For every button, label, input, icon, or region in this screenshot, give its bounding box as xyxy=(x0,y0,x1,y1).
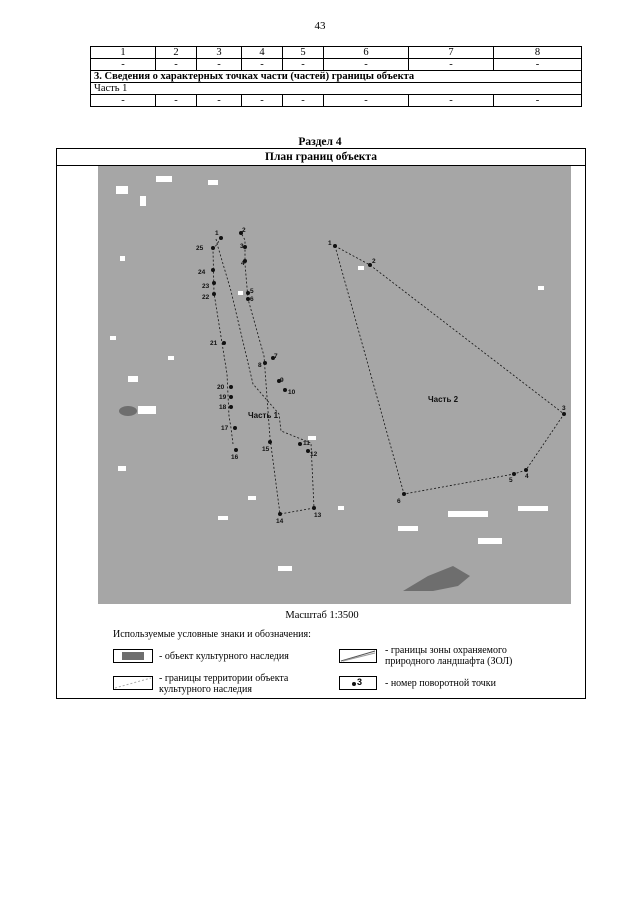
part1-label: Часть 1 xyxy=(248,411,279,420)
point-label: 1 xyxy=(215,230,219,237)
heritage-legend-icon xyxy=(113,649,153,663)
point-label: 24 xyxy=(198,269,206,276)
table-cell: - xyxy=(242,95,283,107)
heritage-object-shape xyxy=(119,406,137,416)
table-row xyxy=(91,71,582,83)
table-row xyxy=(91,83,582,95)
point-label: 22 xyxy=(202,294,210,301)
table-cell: 7 xyxy=(409,47,494,59)
attribute-table xyxy=(90,46,582,107)
page-number: 43 xyxy=(314,20,326,32)
point-label: 3 xyxy=(562,405,566,412)
table-part-label: Часть 1 xyxy=(91,83,582,95)
point-label: 3 xyxy=(240,243,244,250)
table-cell: - xyxy=(494,59,582,71)
point-label: 2 xyxy=(242,227,246,234)
point-label: 21 xyxy=(210,340,218,347)
table-cell: - xyxy=(242,59,283,71)
table-header-row xyxy=(91,47,582,59)
zol-boundary-legend-icon xyxy=(339,649,377,663)
point-label: 12 xyxy=(310,451,318,458)
table-cell: - xyxy=(494,95,582,107)
table-cell: 1 xyxy=(91,47,156,59)
point-label: 8 xyxy=(258,362,262,369)
point-label: 4 xyxy=(241,260,245,267)
legend-zol-label xyxy=(385,645,512,667)
legend-zol-line-1: - границы зоны охраняемого xyxy=(385,645,507,656)
table-cell: - xyxy=(91,95,156,107)
table-cell: 2 xyxy=(156,47,197,59)
territory-boundary-legend-icon xyxy=(113,676,153,690)
turning-point-sample: 3 xyxy=(357,677,363,687)
table-cell: - xyxy=(409,95,494,107)
turning-point-legend-icon xyxy=(339,676,377,690)
table-cell: - xyxy=(283,59,324,71)
legend-territory-line-2: культурного наследия xyxy=(159,684,252,695)
map-scale: Масштаб 1:3500 xyxy=(285,610,359,621)
table-cell: 6 xyxy=(324,47,409,59)
point-label: 1 xyxy=(328,240,332,247)
table-cell: - xyxy=(409,59,494,71)
plan-frame xyxy=(56,148,586,699)
table-cell: - xyxy=(156,95,197,107)
part2-label: Часть 2 xyxy=(428,395,459,404)
table-cell: - xyxy=(91,59,156,71)
point-label: 17 xyxy=(221,425,229,432)
legend-territory-line-1: - границы территории объекта xyxy=(159,673,289,684)
point-label: 10 xyxy=(288,389,296,396)
table-cell: - xyxy=(283,95,324,107)
table-row xyxy=(91,59,582,71)
point-label: 9 xyxy=(280,377,284,384)
table-cell: - xyxy=(324,59,409,71)
point-label: 5 xyxy=(250,288,254,295)
point-label: 2 xyxy=(372,258,376,265)
table-section-title: 3. Сведения о характерных точках части (частей) границы объекта xyxy=(91,71,582,83)
point-label: 19 xyxy=(219,394,227,401)
legend-territory-label xyxy=(159,673,288,695)
table-cell: - xyxy=(197,59,242,71)
table-cell: 3 xyxy=(197,47,242,59)
point-label: 23 xyxy=(202,283,210,290)
legend-zol-line-2: природного ландшафта (ЗОЛ) xyxy=(385,656,513,667)
point-label: 7 xyxy=(274,353,278,360)
table-cell: 4 xyxy=(242,47,283,59)
table-row xyxy=(91,95,582,107)
point-label: 13 xyxy=(314,512,322,519)
plan-title: План границ объекта xyxy=(57,149,585,166)
legend-heading: Используемые условные знаки и обозначения: xyxy=(113,629,311,640)
point-label: 14 xyxy=(276,518,284,525)
point-label: 6 xyxy=(397,498,401,505)
point-label: 6 xyxy=(250,296,254,303)
map-svg xyxy=(98,166,571,604)
legend-turning-point-label: - номер поворотной точки xyxy=(385,678,496,689)
point-label: 4 xyxy=(525,473,529,480)
boundary-map xyxy=(98,166,571,604)
table-cell: - xyxy=(156,59,197,71)
point-label: 20 xyxy=(217,384,225,391)
table-cell: 8 xyxy=(494,47,582,59)
point-label: 11 xyxy=(303,440,310,447)
point-label: 18 xyxy=(219,404,227,411)
point-label: 25 xyxy=(196,245,204,252)
section-heading: Раздел 4 xyxy=(298,136,342,148)
table-cell: - xyxy=(197,95,242,107)
legend-heritage-label: - объект культурного наследия xyxy=(159,651,289,662)
point-label: 5 xyxy=(509,477,513,484)
table-cell: - xyxy=(324,95,409,107)
point-label: 15 xyxy=(262,446,270,453)
table-cell: 5 xyxy=(283,47,324,59)
point-label: 16 xyxy=(231,454,239,461)
